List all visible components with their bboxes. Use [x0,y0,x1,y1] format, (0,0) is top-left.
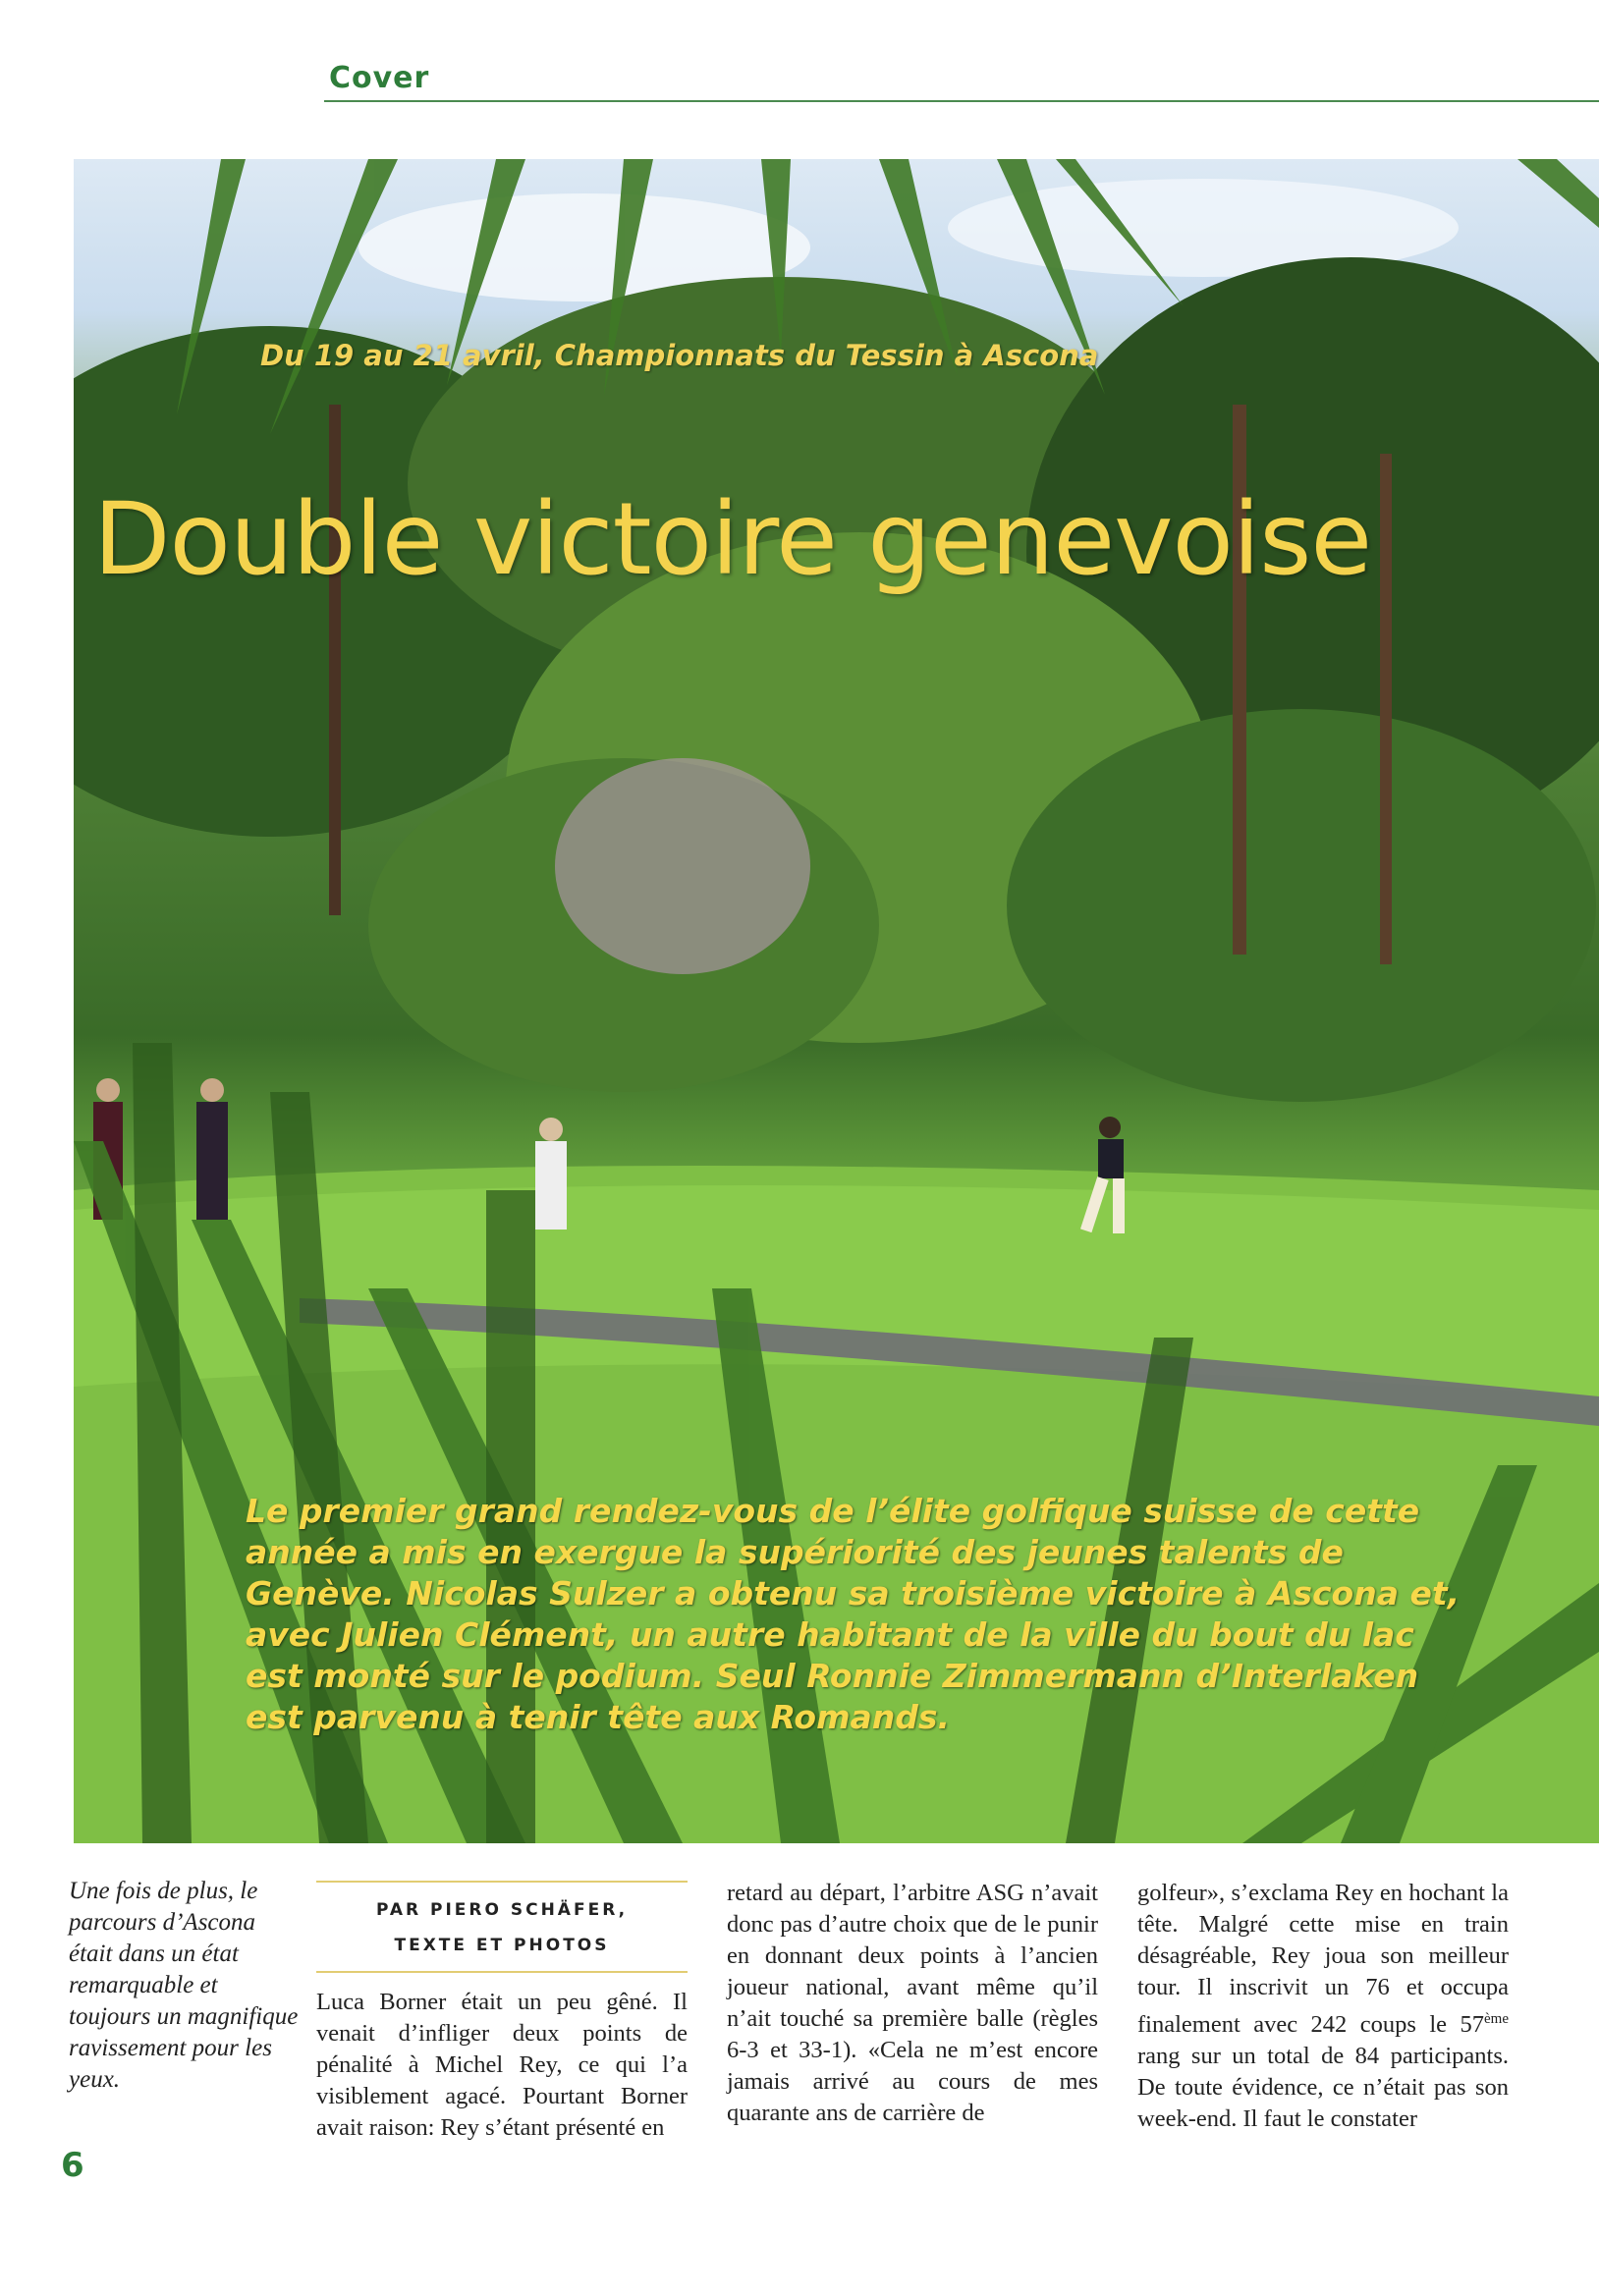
article-kicker: Du 19 au 21 avril, Championnats du Tessin à Ascona [260,339,1099,372]
article-column-2 [727,1878,1098,2129]
column-3-text [1137,1878,1509,2135]
photo-caption: Une fois de plus, le parcours d’Ascona était dans un état remarquable et toujours un magnifique ravissement pour les yeux. [69,1878,299,2093]
column-3-superscript: ème [1484,2011,1509,2027]
column-3-text-a: golfeur», s’exclama Rey en hochant la tête. Malgré cette mise en train désagréable, Rey joua son meilleur tour. Il inscrivit un 76 et occupa finalement avec 242 coups le 57 [1137,1880,1509,2039]
article-lead: Le premier grand rendez-vous de l’élite golfique suisse de cette année a mis en exergue la supériorité des jeunes talents de Genève. Nicolas Sulzer a obtenu sa troisième victoire à Ascona et, avec Julien Clément, un autre habitant de la ville du bout du lac est monté sur le podium. Seul Ronnie Zimmermann d’Interlaken est parvenu à tenir tête aux Romands. [246,1492,1461,1736]
article-column-1 [316,1881,688,2144]
article-column-3 [1137,1878,1509,2135]
page-number: 6 [61,2146,84,2185]
column-1-text: Luca Borner était un peu gêné. Il venait d’infliger deux points de pénalité à Michel Rey, ce qui l’a visiblement agacé. Pourtant Borner avait raison: Rey s’étant présenté en [316,1989,688,2141]
section-label: Cover [329,61,430,95]
section-rule [324,100,1599,102]
column-2-text: retard au départ, l’arbitre ASG n’avait donc pas d’autre choix que de le punir en donnant deux points à l’ancien joueur national, avant même qu’il n’ait touché sa première balle (règles 6-3 et 33-1). «Cela ne m’est encore jamais arrivé au cours de mes quarante ans de carrière de [727,1880,1098,2126]
column-3-text-b: rang sur un total de 84 participants. De toute évidence, ce n’était pas son week-end. Il faut le constater [1137,2043,1509,2133]
byline [316,1881,688,1973]
article-headline: Double victoire genevoise [93,481,1372,598]
byline-credit: TEXTE ET PHOTOS [394,1936,610,1955]
byline-author: PAR PIERO SCHÄFER, [375,1900,629,1920]
